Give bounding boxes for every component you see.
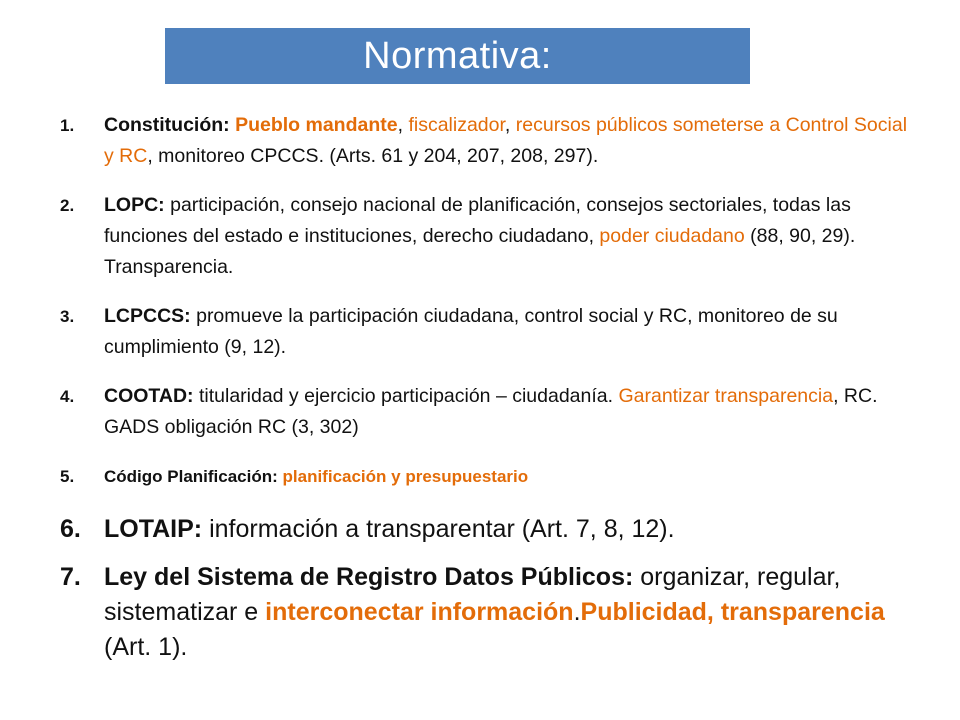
legal-framework-list [60, 110, 920, 679]
item-heading: LCPCCS: [104, 305, 197, 327]
item-number: 7. [60, 563, 81, 591]
list-item: 6. LOTAIP: información a transparentar (Art. 7, 8, 12). [60, 512, 920, 546]
item-heading: COOTAD: [104, 385, 199, 407]
item-number: 3. [60, 307, 75, 326]
list-item: 4. COOTAD: titularidad y ejercicio participación – ciudadanía. Garantizar transparencia, RC. GADS obligación RC (3, 302) [60, 381, 920, 443]
item-number: 4. [60, 387, 75, 406]
list-item: 1. Constitución: Pueblo mandante, fiscalizador, recursos públicos someterse a Control Social y RC, monitoreo CPCCS. (Arts. 61 y 204, 207, 208, 297). [60, 110, 920, 172]
list-item: 2. LOPC: participación, consejo nacional de planificación, consejos sectoriales, todas las funciones del estado e instituciones, derecho ciudadano, poder ciudadano (88, 90, 29). Transparencia. [60, 190, 920, 283]
item-number: 6. [60, 515, 81, 543]
item-number: 1. [60, 116, 75, 135]
item-number: 2. [60, 196, 75, 215]
item-heading: Ley del Sistema de Registro Datos Públicos: [104, 563, 641, 591]
item-heading: LOPC: [104, 194, 171, 216]
item-number: 5. [60, 467, 75, 486]
list-item: 7. Ley del Sistema de Registro Datos Públicos: organizar, regular, sistematizar e interconectar información.Publicidad, transparencia (Art. 1). [60, 560, 920, 665]
item-heading: LOTAIP: [104, 515, 210, 543]
item-heading: Código Planificación: [104, 467, 283, 486]
list-item: 3. LCPCCS: promueve la participación ciudadana, control social y RC, monitoreo de su cumplimiento (9, 12). [60, 301, 920, 363]
item-heading: Constitución: [104, 114, 236, 136]
slide-title: Normativa: [165, 28, 750, 84]
list-item: 5. Código Planificación: planificación y presupuestario [60, 461, 920, 492]
